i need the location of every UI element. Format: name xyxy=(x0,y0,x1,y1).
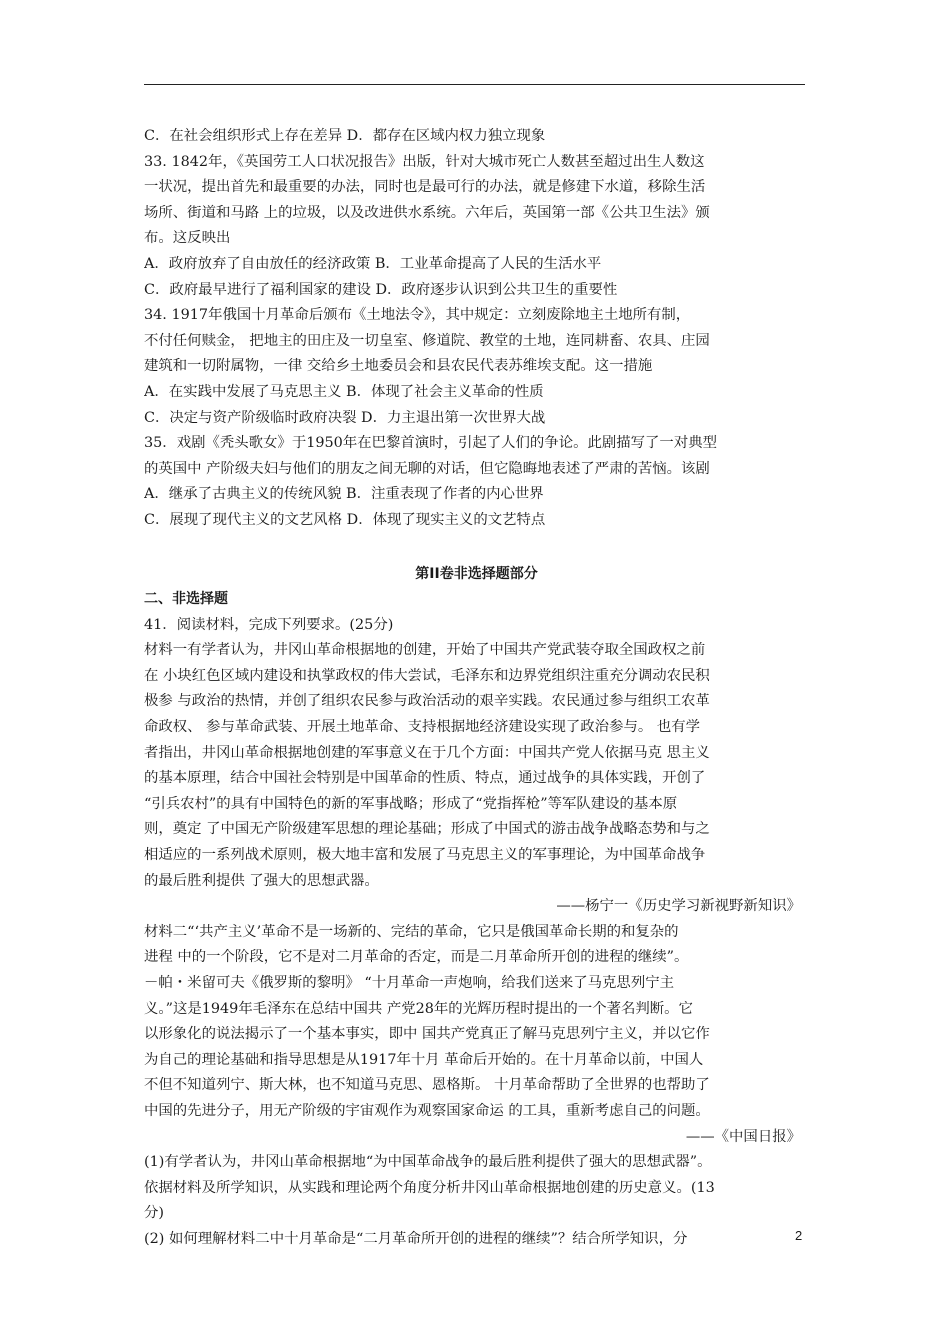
text-line: 建筑和一切附属物，一律 交给乡土地委员会和县农民代表苏维埃支配。这一措施 xyxy=(144,358,653,375)
text-line: －帕・米留可夫《俄罗斯的黎明》 “十月革命一声炮响，给我们送来了马克思列宁主 xyxy=(144,975,674,991)
page-content xyxy=(144,124,809,1253)
text-line: 布。这反映出 xyxy=(144,230,231,247)
text-line: A．继承了古典主义的传统风貌 B．注重表现了作者的内心世界 xyxy=(144,486,544,503)
text-line: 不但不知道列宁、斯大林，也不知道马克思、恩格斯。 十月革命帮助了全世界的也帮助了 xyxy=(144,1077,710,1094)
text-line: 命政权、 参与革命武装、开展土地革命、支持根据地经济建设实现了政治参与。 也有学 xyxy=(144,719,700,736)
text-line: 材料一有学者认为，井冈山革命根据地的创建，开始了中国共产党武装夺取全国政权之前 xyxy=(144,642,706,659)
text-line: 在 小块红色区域内建设和执掌政权的伟大尝试，毛泽东和边界党组织注重充分调动农民积 xyxy=(144,667,710,684)
text-line: A．在实践中发展了马克思主义 B．体现了社会主义革命的性质 xyxy=(144,383,544,400)
text-line: C．决定与资产阶级临时政府决裂 D．力主退出第一次世界大战 xyxy=(144,409,546,426)
text-line: 中国的先进分子，用无产阶级的宇宙观作为观察国家命运 的工具，重新考虑自己的问题。 xyxy=(144,1102,710,1119)
section-title: 第II卷非选择题部分 xyxy=(415,565,538,582)
text-line: 以形象化的说法揭示了一个基本事实，即中 国共产党真正了解马克思列宁主义，并以它作 xyxy=(144,1026,710,1043)
text-line: 分) xyxy=(144,1205,165,1222)
text-line: 不付任何赎金， 把地主的田庄及一切皇室、修道院、教堂的土地，连同耕畜、农具、庄园 xyxy=(144,332,710,349)
text-line: 者指出，井冈山革命根据地创建的军事意义在于几个方面：中国共产党人依据马克 思主义 xyxy=(144,744,710,761)
text-line: 33. 1842年，《英国劳工人口状况报告》出版，针对大城市死亡人数甚至超过出生人数这 xyxy=(144,153,705,170)
material-two xyxy=(144,920,809,1150)
text-line: 的英国中 产阶级夫妇与他们的朋友之间无聊的对话，但它隐晦地表述了严肃的苦恼。该剧 xyxy=(144,460,710,477)
text-line: 材料二“‘共产主义’革命不是一场新的、完结的革命，它只是俄国革命长期的和复杂的 xyxy=(144,923,679,940)
text-line: 35．戏剧《秃头歌女》于1950年在巴黎首演时，引起了人们的争论。此剧描写了一对典型 xyxy=(144,435,717,452)
text-line: C．政府最早进行了福利国家的建设 D．政府逐步认识到公共卫生的重要性 xyxy=(144,281,618,298)
text-line: C．在社会组织形式上存在差异 D．都存在区域内权力独立现象 xyxy=(144,128,546,144)
text-line: 的基本原理，结合中国社会特别是中国革命的性质、特点，通过战争的具体实践，开创了 xyxy=(144,770,706,787)
text-line: C．展现了现代主义的文艺风格 D．体现了现实主义的文艺特点 xyxy=(144,511,546,528)
source-citation: ——杨宁一《历史学习新视野新知识》 xyxy=(556,898,801,915)
header-rule xyxy=(144,84,805,85)
text-line: 为自己的理论基础和指导思想是从1917年十月 革命后开始的。在十月革命以前，中国人 xyxy=(144,1051,704,1068)
text-line: 进程 中的一个阶段，它不是对二月革命的否定，而是二月革命所开创的进程的继续”。 xyxy=(144,949,689,966)
source-citation: ——《中国日报》 xyxy=(685,1128,801,1145)
text-line: A．政府放弃了自由放任的经济政策 B．工业革命提高了人民的生活水平 xyxy=(144,255,602,272)
material-one xyxy=(144,613,809,920)
text-line: 一状况，提出首先和最重要的办法，同时也是最可行的办法，就是修建下水道，移除生活 xyxy=(144,179,706,196)
spacer xyxy=(144,534,809,562)
text-line: 41．阅读材料，完成下列要求。(25分) xyxy=(144,616,394,633)
text-line: 依据材料及所学知识，从实践和理论两个角度分析井冈山革命根据地创建的历史意义。(13 xyxy=(144,1179,715,1196)
text-line: 极参 与政治的热情，并创了组织农民参与政治活动的艰辛实践。农民通过参与组织工农革 xyxy=(144,693,710,710)
text-line: “引兵农村”的具有中国特色的新的军事战略；形成了“党指挥枪”等军队建设的基本原 xyxy=(144,795,678,812)
questions-32-35 xyxy=(144,124,809,534)
text-line: 义。”这是1949年毛泽东在总结中国共 产党28年的光辉历程时提出的一个著名判断。它 xyxy=(144,1000,693,1017)
text-line: 相适应的一系列战术原则，极大地丰富和发展了马克思主义的军事理论，为中国革命战争 xyxy=(144,847,706,864)
text-line: (2) 如何理解材料二中十月革命是“二月革命所开创的进程的继续”？结合所学知识，分 xyxy=(144,1230,688,1247)
text-line: 则，奠定 了中国无产阶级建军思想的理论基础；形成了中国式的游击战争战略态势和与之 xyxy=(144,821,710,838)
text-line: 的最后胜利提供 了强大的思想武器。 xyxy=(144,872,379,889)
text-line: 场所、街道和马路 上的垃圾，以及改进供水系统。六年后，英国第一部《公共卫生法》颁 xyxy=(144,204,710,221)
subsection-title: 二、非选择题 xyxy=(144,591,228,608)
text-line: (1)有学者认为，井冈山革命根据地“为中国革命战争的最后胜利提供了强大的思想武器”。 xyxy=(144,1154,712,1171)
questions xyxy=(144,1150,809,1252)
page-number: 2 xyxy=(795,1228,803,1243)
text-line: 34. 1917年俄国十月革命后颁布《土地法令》，其中规定：立刻废除地主土地所有制， xyxy=(144,307,691,324)
